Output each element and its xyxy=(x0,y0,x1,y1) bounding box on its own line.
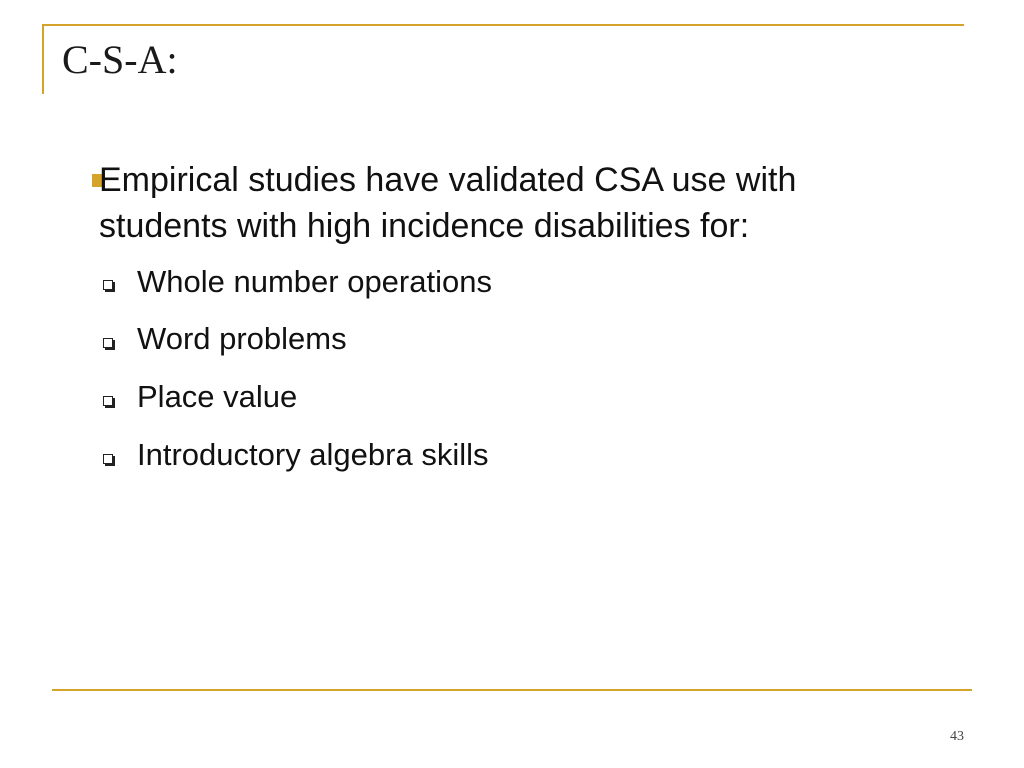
hollow-square-bullet-icon xyxy=(103,396,113,406)
sub-bullet-word-problems: Word problems xyxy=(137,321,347,356)
hollow-square-bullet-icon xyxy=(103,280,113,290)
bullet-text-line-1: Empirical studies have validated CSA use with xyxy=(99,161,797,199)
footer-rule xyxy=(52,689,972,691)
sub-bullet-whole-number-operations: Whole number operations xyxy=(137,264,492,299)
slide-title: C-S-A: xyxy=(62,37,178,82)
hollow-square-bullet-icon xyxy=(103,338,113,348)
sub-bullet-place-value: Place value xyxy=(137,379,298,414)
page-number: 43 xyxy=(950,729,964,744)
bullet-text-line-2: students with high incidence disabilities for: xyxy=(99,207,750,245)
hollow-square-bullet-icon xyxy=(103,454,113,464)
sub-bullet-introductory-algebra-skills: Introductory algebra skills xyxy=(137,437,489,472)
